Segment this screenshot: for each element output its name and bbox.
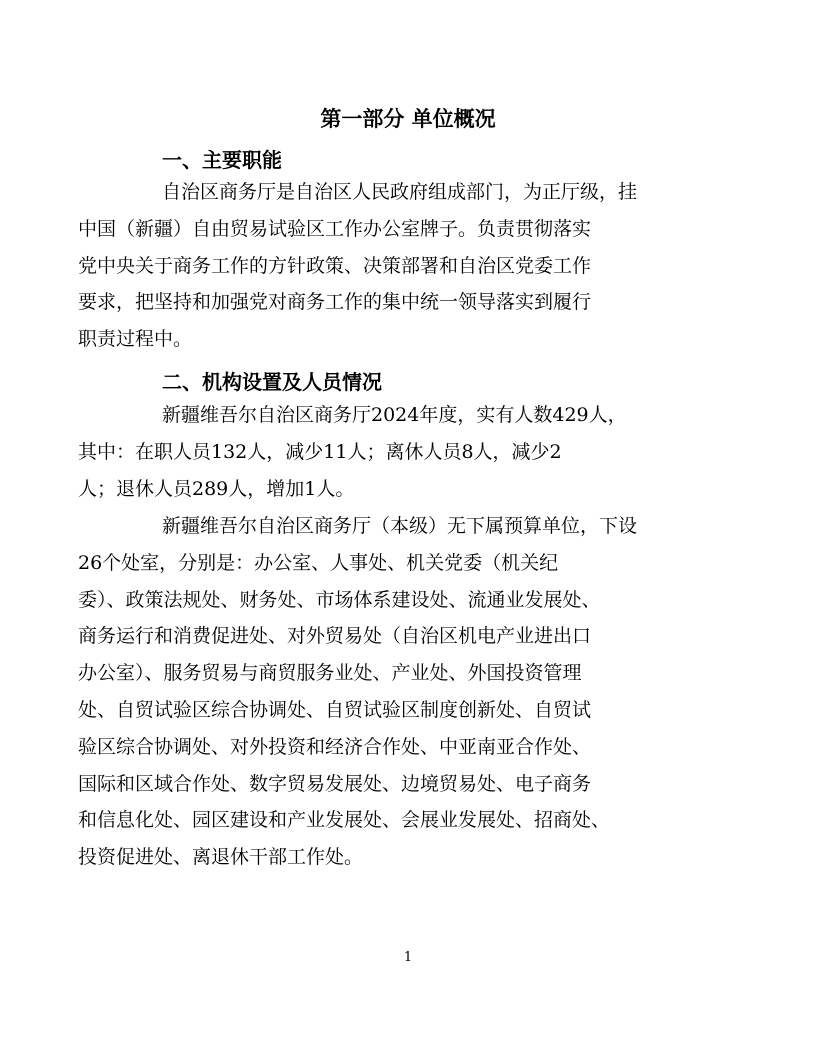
text-line: 国际和区域合作处、数字贸易发展处、边境贸易处、电子商务 (78, 772, 592, 795)
paragraph-main-functions (78, 174, 718, 358)
text-line: 验区综合协调处、对外投资和经济合作处、中亚南亚合作处、 (78, 735, 592, 758)
text-line: 自治区商务厅是自治区人民政府组成部门，为正厅级，挂 (162, 181, 638, 203)
text-line: 党中央关于商务工作的方针政策、决策部署和自治区党委工作 (78, 254, 592, 277)
text-line: 委）、政策法规处、财务处、市场体系建设处、流通业发展处、 (78, 588, 601, 611)
text-line: 职责过程中。 (78, 328, 193, 351)
text-line: 人；退休人员289人，增加1人。 (78, 477, 355, 500)
page-title: 第一部分 单位概况 (320, 107, 496, 131)
text-line: 26个处室，分别是：办公室、人事处、机关党委（机关纪 (78, 551, 559, 574)
paragraph-staff-numbers (78, 397, 718, 507)
text-line: 处、自贸试验区综合协调处、自贸试验区制度创新处、自贸试 (78, 698, 592, 721)
text-line: 新疆维吾尔自治区商务厅（本级）无下属预算单位，下设 (162, 515, 638, 537)
text-line: 要求，把坚持和加强党对商务工作的集中统一领导落实到履行 (78, 291, 592, 314)
text-line: 和信息化处、园区建设和产业发展处、会展业发展处、招商处、 (78, 809, 611, 832)
text-line: 办公室）、服务贸易与商贸服务业处、产业处、外国投资管理 (78, 662, 582, 685)
section-heading-main-functions: 一、主要职能 (162, 148, 282, 172)
paragraph-departments (78, 508, 718, 876)
text-line: 投资促进处、离退休干部工作处。 (78, 846, 364, 869)
section-heading-organization-staff: 二、机构设置及人员情况 (162, 370, 382, 394)
text-line: 其中：在职人员132人，减少11人；离休人员8人，减少2 (78, 440, 562, 463)
page-number: 1 (403, 950, 413, 965)
text-line: 新疆维吾尔自治区商务厅2024年度，实有人数429人， (162, 404, 627, 426)
text-line: 商务运行和消费促进处、对外贸易处（自治区机电产业进出口 (78, 625, 592, 648)
text-line: 中国（新疆）自由贸易试验区工作办公室牌子。负责贯彻落实 (78, 217, 592, 240)
